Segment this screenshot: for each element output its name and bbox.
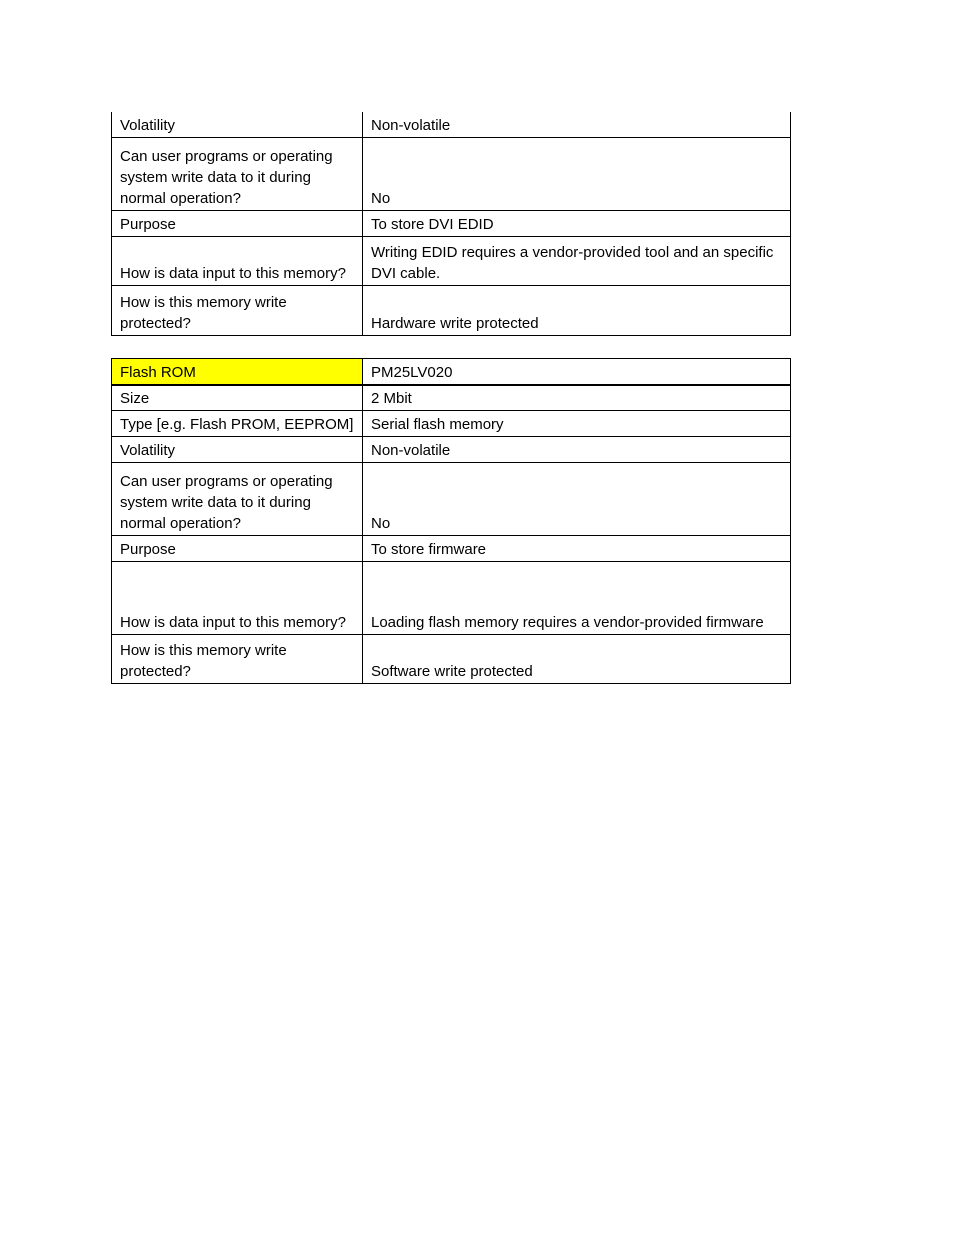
memory-table-flash-rom [111,358,791,684]
row-label: How is data input to this memory? [112,562,363,635]
table-row [112,463,791,536]
row-value: To store firmware [363,536,791,562]
row-value: Writing EDID requires a vendor-provided tool and an specific DVI cable. [363,236,791,285]
row-label: Purpose [112,536,363,562]
table-row [112,536,791,562]
row-label: Type [e.g. Flash PROM, EEPROM] [112,411,363,437]
table-row [112,562,791,635]
row-value: No [363,137,791,210]
row-label: Can user programs or operating system write data to it during normal operation? [112,463,363,536]
table-row [112,385,791,411]
row-value: No [363,463,791,536]
table-row [112,137,791,210]
row-label: Volatility [112,437,363,463]
table-row [112,437,791,463]
row-label: Volatility [112,112,363,137]
row-label: Size [112,385,363,411]
memory-part-number: PM25LV020 [363,359,791,385]
table-row [112,112,791,137]
row-value: Non-volatile [363,112,791,137]
row-label: How is this memory write protected? [112,635,363,684]
table-row [112,635,791,684]
memory-type-label: Flash ROM [112,359,363,385]
memory-table-edid [111,112,791,336]
table-header-row [112,359,791,385]
table-row [112,210,791,236]
row-value: 2 Mbit [363,385,791,411]
row-value: To store DVI EDID [363,210,791,236]
row-label: How is data input to this memory? [112,236,363,285]
row-value: Hardware write protected [363,285,791,335]
row-value: Non-volatile [363,437,791,463]
row-label: Can user programs or operating system write data to it during normal operation? [112,137,363,210]
row-value: Serial flash memory [363,411,791,437]
table-row [112,411,791,437]
table-row [112,285,791,335]
row-label: Purpose [112,210,363,236]
row-value: Software write protected [363,635,791,684]
row-label: How is this memory write protected? [112,285,363,335]
table-row [112,236,791,285]
row-value: Loading flash memory requires a vendor-provided firmware [363,562,791,635]
